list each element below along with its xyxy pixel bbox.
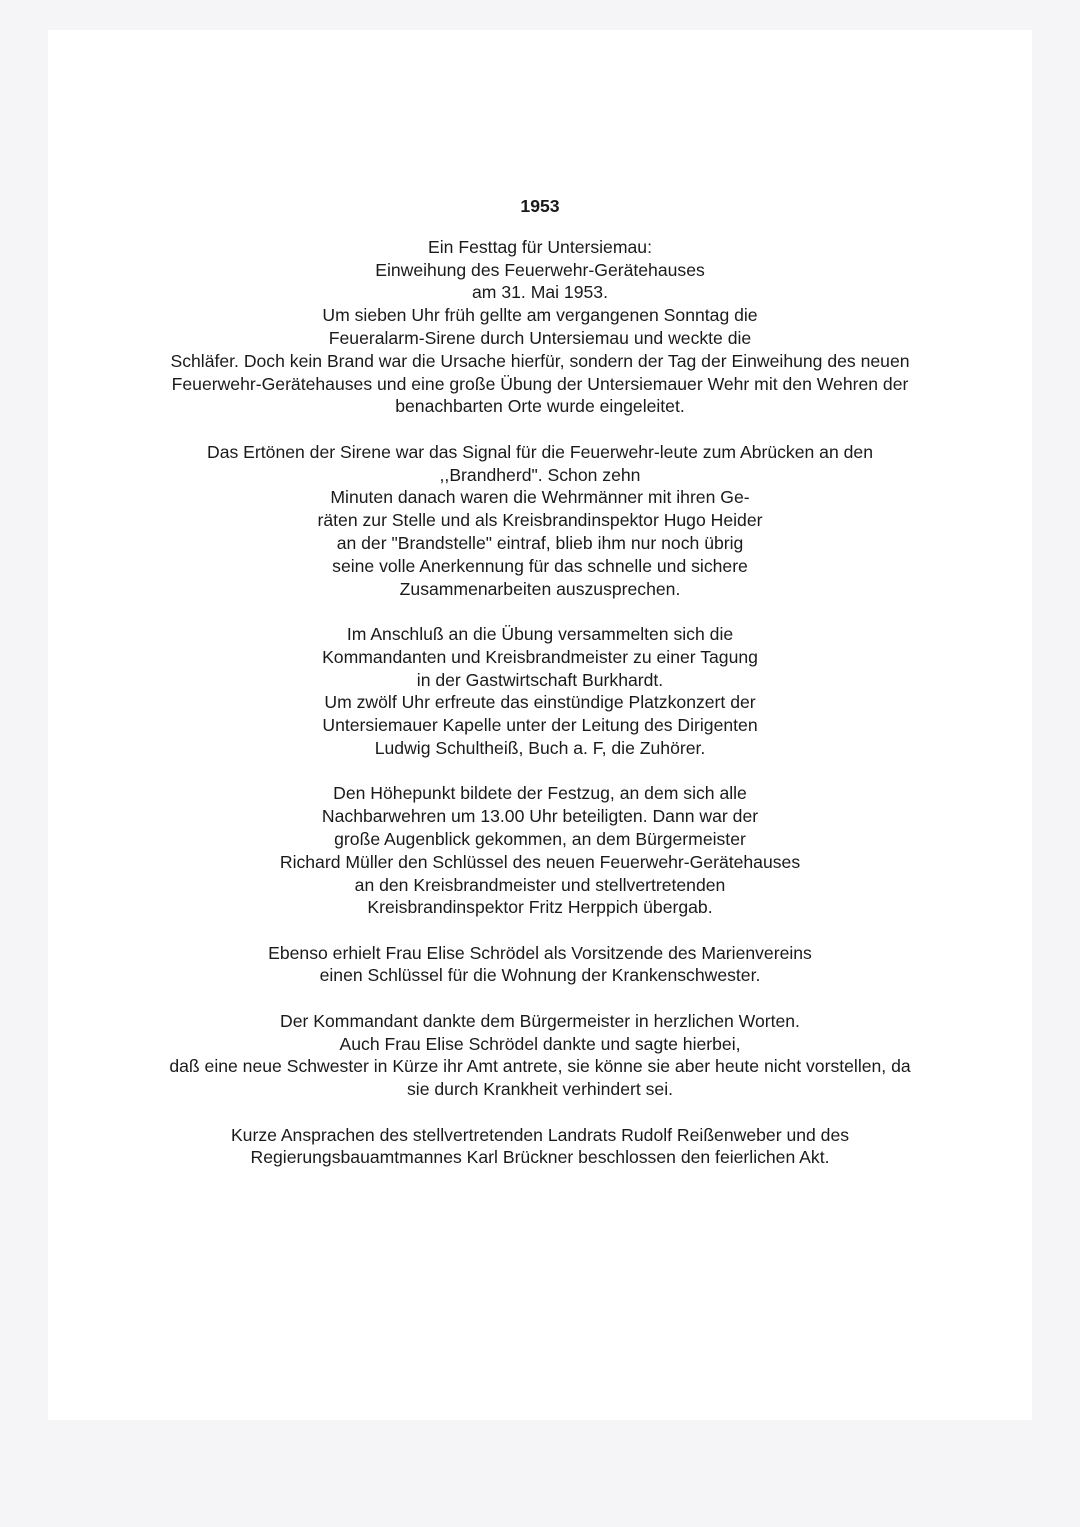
paragraph-line: Um sieben Uhr früh gellte am vergangenen Sonntag die (322, 305, 758, 326)
paragraph-line: räten zur Stelle und als Kreisbrandinspektor Hugo Heider (317, 510, 763, 531)
paragraph-line: Ebenso erhielt Frau Elise Schrödel als Vorsitzende des Marienvereins (268, 942, 812, 963)
paragraph-line: sie durch Krankheit verhindert sei. (407, 1079, 673, 1100)
paragraph-line: Regierungsbauamtmannes Karl Brückner beschlossen den feierlichen Akt. (250, 1147, 830, 1168)
paragraph-line: seine volle Anerkennung für das schnelle und sichere (332, 555, 748, 576)
paragraph-line: benachbarten Orte wurde eingeleitet. (395, 396, 685, 417)
paragraph-line: Ein Festtag für Untersiemau: (428, 236, 652, 257)
document-page (48, 30, 1032, 1420)
paragraph-line: Der Kommandant dankte dem Bürgermeister in herzlichen Worten. (280, 1010, 800, 1031)
paragraph-line: Einweihung des Feuerwehr-Gerätehauses (375, 259, 705, 280)
paragraph-line: ,,Brandherd". Schon zehn (439, 464, 641, 485)
paragraph-6 (48, 1010, 1032, 1101)
paragraph-line: an der "Brandstelle" eintraf, blieb ihm nur noch übrig (336, 532, 744, 553)
paragraph-line: Das Ertönen der Sirene war das Signal für die Feuerwehr-leute zum Abrücken an den (207, 441, 873, 462)
paragraph-line: Auch Frau Elise Schrödel dankte und sagte hierbei, (339, 1033, 741, 1054)
paragraph-3 (48, 623, 1032, 760)
paragraph-line: Um zwölf Uhr erfreute das einstündige Platzkonzert der (324, 692, 756, 713)
paragraph-line: Schläfer. Doch kein Brand war die Ursache hierfür, sondern der Tag der Einweihung des neuen (170, 350, 910, 371)
paragraph-line: Kreisbrandinspektor Fritz Herppich übergab. (367, 897, 713, 918)
paragraph-4 (48, 782, 1032, 919)
paragraph-line: Nachbarwehren um 13.00 Uhr beteiligten. Dann war der (321, 806, 759, 827)
paragraph-1 (48, 236, 1032, 418)
document-content (48, 195, 1032, 1192)
paragraph-line: Minuten danach waren die Wehrmänner mit ihren Ge- (330, 487, 750, 508)
paragraph-line: Zusammenarbeiten auszusprechen. (399, 578, 681, 599)
paragraph-line: einen Schlüssel für die Wohnung der Krankenschwester. (319, 965, 761, 986)
paragraph-line: am 31. Mai 1953. (472, 282, 608, 303)
document-year-heading: 1953 (520, 196, 560, 216)
paragraph-line: Im Anschluß an die Übung versammelten sich die (346, 623, 734, 644)
paragraph-line: große Augenblick gekommen, an dem Bürgermeister (334, 828, 746, 849)
paragraph-line: daß eine neue Schwester in Kürze ihr Amt antrete, sie könne sie aber heute nicht vorstellen, da (169, 1056, 911, 1077)
document-body (48, 236, 1032, 1169)
paragraph-line: an den Kreisbrandmeister und stellvertretenden (354, 874, 726, 895)
paragraph-5 (48, 942, 1032, 988)
paragraph-line: Feuerwehr-Gerätehauses und eine große Übung der Untersiemauer Wehr mit den Wehren der (171, 373, 909, 394)
paragraph-line: Den Höhepunkt bildete der Festzug, an dem sich alle (333, 783, 747, 804)
paragraph-2 (48, 441, 1032, 601)
paragraph-line: Kommandanten und Kreisbrandmeister zu einer Tagung (322, 646, 758, 667)
paragraph-line: Ludwig Schultheiß, Buch a. F, die Zuhörer. (374, 737, 706, 758)
paragraph-7 (48, 1124, 1032, 1170)
paragraph-line: Untersiemauer Kapelle unter der Leitung des Dirigenten (322, 715, 758, 736)
paragraph-line: Richard Müller den Schlüssel des neuen Feuerwehr-Gerätehauses (279, 851, 801, 872)
paragraph-line: Feueralarm-Sirene durch Untersiemau und weckte die (328, 327, 752, 348)
paragraph-line: in der Gastwirtschaft Burkhardt. (416, 669, 664, 690)
paragraph-line: Kurze Ansprachen des stellvertretenden Landrats Rudolf Reißenweber und des (230, 1124, 850, 1145)
